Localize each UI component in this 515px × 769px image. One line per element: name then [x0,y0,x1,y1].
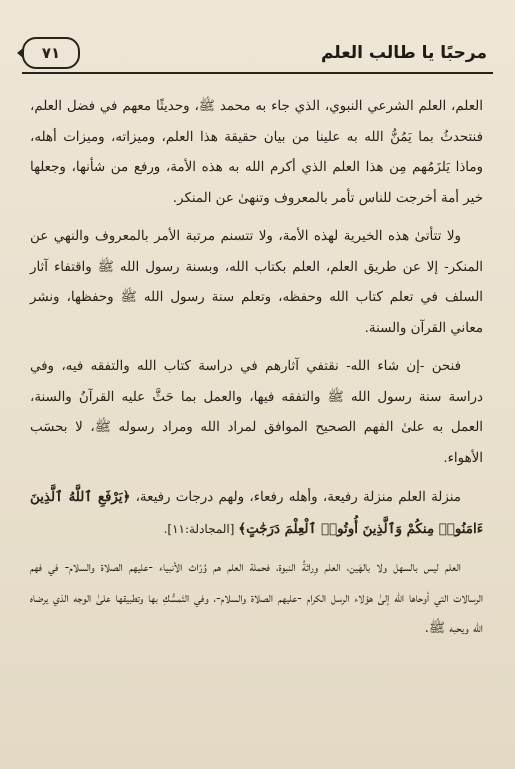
paragraph: فنحن -إن شاء الله- نقتفي آثارهم في دراسة كتاب الله والتفقه فيه، وفي دراسة سنة رسول الله ﷺ والتفقه فيها، والعمل بما حَثَّ عليه القرآنُ والسنة، العمل به علىٰ الفهم الصحيح الموافق لمراد الله ومراد رسوله ﷺ، لا بحسَب الأهواء. [30,359,483,466]
page-number: ٧١ [22,37,80,69]
verse-intro: منزلة العلم منزلة رفيعة، وأهله رفعاء، ولهم درجات رفيعة، [130,490,461,505]
quran-verse: ﴿يَرْفَعِ ٱللَّهُ ٱلَّذِينَ ءَامَنُوا۟ مِنكُمْ وَٱلَّذِينَ أُوتُوا۟ ٱلْعِلْمَ دَرَجَٰتٍ﴾ [30,489,483,537]
verse-paragraph [30,482,483,545]
page-header [22,36,493,70]
paragraph: العلم، العلم الشرعي النبوي، الذي جاء به محمد ﷺ، وحديثًا معهم في فضل العلم، فنتحدثُ بما يَمُنُّ الله به علينا من بيان حقيقة هذا العلم، وميزاته، وميزات أهله، وماذا يَلزَمُهم مِن هذا العلم الذي أكرم الله به هذه الأمة، ورفع من شأنها، وجعلها خير أمة أخرجت للناس تأمر بالمعروف وتنهىٰ عن المنكر. [30,99,483,206]
header-rule [22,72,493,74]
paragraph: ولا تتأتىٰ هذه الخيرية لهذه الأمة، ولا تتسنم مرتبة الأمر بالمعروف والنهي عن المنكر- إلا عن طريق العلم، العلم بكتاب الله، وبسنة رسول الله ﷺ واقتفاء آثار السلف في تعلم كتاب الله وحفظه، وتعلم سنة رسول الله ﷺ وحفظها، ونشر معاني القرآن والسنة. [30,229,483,336]
body-text [30,92,483,653]
paragraph: العلم ليس بالسهل ولا بالهَين، العلم وِراثةُ النبوة، فحملة العلم هم وُرّاث الأنبياء -عليهم الصلاة والسلام- في فهم الرسالات التي أوحاها الله إلىٰ هؤلاء الرسل الكرام -عليهم الصلاة والسلام-، وفي التَمسُّكِ بها وتطبيقها علىٰ الوجه الذي يرضاه الله ويحبه ﷺ. [30,560,483,636]
verse-reference: [المجادلة:١١]. [163,521,239,536]
running-title: مرحبًا يا طالب العلم [320,43,487,63]
